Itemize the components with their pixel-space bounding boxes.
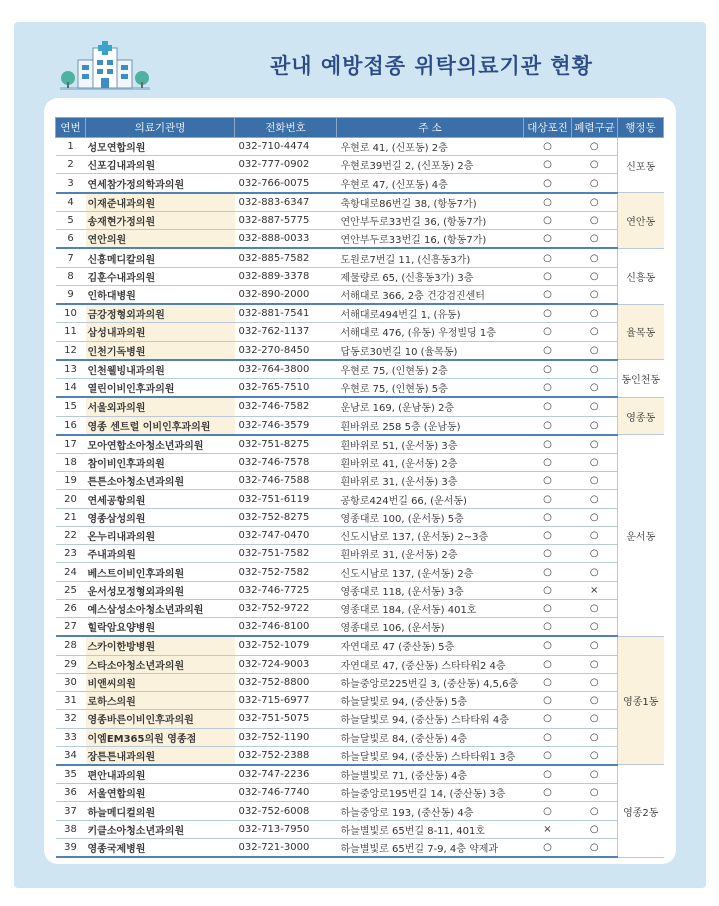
row-number: 23	[56, 545, 86, 563]
clinic-name: 하늘메디컬의원	[86, 802, 235, 820]
pneumococcal-mark: ○	[572, 508, 618, 526]
row-number: 4	[56, 193, 86, 212]
clinic-name: 서울외과의원	[86, 397, 235, 416]
row-number: 19	[56, 472, 86, 490]
shingles-mark: ○	[524, 618, 572, 637]
pneumococcal-mark: ○	[572, 673, 618, 691]
shingles-mark: ○	[524, 746, 572, 765]
row-number: 8	[56, 267, 86, 285]
address: 흰바위로 31, (운서동) 3층	[337, 472, 524, 490]
table-row	[56, 360, 664, 379]
clinic-name: 영종 센트럴 이비인후과의원	[86, 416, 235, 435]
table-body	[56, 138, 664, 858]
shingles-mark: ○	[524, 174, 572, 193]
shingles-mark: ○	[524, 784, 572, 802]
address: 도원로7번길 11, (신흥동3가)	[337, 248, 524, 267]
row-number: 31	[56, 692, 86, 710]
shingles-mark: ○	[524, 838, 572, 857]
col-header-no: 연번	[56, 118, 86, 138]
shingles-mark: ○	[524, 765, 572, 784]
phone-number: 032-777-0902	[235, 156, 337, 174]
pneumococcal-mark: ○	[572, 304, 618, 323]
shingles-mark: ○	[524, 156, 572, 174]
address: 운남로 169, (운남동) 2층	[337, 397, 524, 416]
row-number: 26	[56, 599, 86, 617]
row-number: 39	[56, 838, 86, 857]
row-number: 33	[56, 728, 86, 746]
clinic-name: 열린이비인후과의원	[86, 379, 235, 398]
shingles-mark: ○	[524, 285, 572, 304]
pneumococcal-mark: ○	[572, 323, 618, 341]
district-cell: 신포동	[618, 138, 664, 193]
pneumococcal-mark: ○	[572, 692, 618, 710]
address: 하늘별빛로 65번길 7-9, 4층 약제과	[337, 838, 524, 857]
phone-number: 032-881-7541	[235, 304, 337, 323]
address: 하늘별빛로 65번길 8-11, 401호	[337, 820, 524, 838]
pneumococcal-mark: ○	[572, 526, 618, 544]
row-number: 27	[56, 618, 86, 637]
phone-number: 032-724-9003	[235, 655, 337, 673]
phone-number: 032-713-7950	[235, 820, 337, 838]
pneumococcal-mark: ○	[572, 710, 618, 728]
phone-number: 032-752-6008	[235, 802, 337, 820]
address: 신도시남로 137, (운서동) 2~3층	[337, 526, 524, 544]
address: 자연대로 47, (중산동) 스타타워2 4층	[337, 655, 524, 673]
phone-number: 032-752-2388	[235, 746, 337, 765]
table-row	[56, 248, 664, 267]
row-number: 18	[56, 453, 86, 471]
row-number: 38	[56, 820, 86, 838]
address: 연안부두로33번길 16, (항동7가)	[337, 230, 524, 249]
phone-number: 032-746-7582	[235, 397, 337, 416]
shingles-mark: ○	[524, 416, 572, 435]
table-row	[56, 193, 664, 212]
clinic-name: 삼성내과의원	[86, 323, 235, 341]
shingles-mark: ○	[524, 545, 572, 563]
address: 영종대로 106, (운서동)	[337, 618, 524, 637]
row-number: 34	[56, 746, 86, 765]
table-row	[56, 416, 664, 435]
row-number: 1	[56, 138, 86, 156]
address: 우현로 75, (인현동) 2층	[337, 360, 524, 379]
pneumococcal-mark: ○	[572, 156, 618, 174]
clinic-name: 연안의원	[86, 230, 235, 249]
row-number: 10	[56, 304, 86, 323]
district-cell: 연안동	[618, 193, 664, 249]
col-header-tel: 전화번호	[235, 118, 337, 138]
address: 우현로39번길 2, (신포동) 2층	[337, 156, 524, 174]
pneumococcal-mark: ○	[572, 802, 618, 820]
table-row	[56, 304, 664, 323]
address: 서해대로 476, (유동) 우정빌딩 1층	[337, 323, 524, 341]
address: 하늘달빛로 84, (중산동) 4층	[337, 728, 524, 746]
shingles-mark: ○	[524, 397, 572, 416]
pneumococcal-mark: ○	[572, 285, 618, 304]
district-cell: 신흥동	[618, 248, 664, 304]
shingles-mark: ○	[524, 323, 572, 341]
table-row	[56, 230, 664, 249]
row-number: 32	[56, 710, 86, 728]
pneumococcal-mark: ○	[572, 211, 618, 229]
pneumococcal-mark: ○	[572, 545, 618, 563]
district-cell: 동인천동	[618, 360, 664, 397]
clinic-name: 예스삼성소아청소년과의원	[86, 599, 235, 617]
row-number: 12	[56, 341, 86, 360]
clinic-table	[55, 117, 664, 858]
col-header-addr: 주 소	[337, 118, 524, 138]
row-number: 17	[56, 435, 86, 454]
table-row	[56, 174, 664, 193]
address: 흰바위로 41, (운서동) 2층	[337, 453, 524, 471]
shingles-mark: ○	[524, 526, 572, 544]
table-row	[56, 765, 664, 784]
shingles-mark: ○	[524, 710, 572, 728]
row-number: 15	[56, 397, 86, 416]
district-cell: 영종1동	[618, 636, 664, 765]
pneumococcal-mark: ○	[572, 360, 618, 379]
table-row	[56, 710, 664, 728]
address: 답동로30번길 10 (율목동)	[337, 341, 524, 360]
address: 하늘중앙로225번길 3, (중산동) 4,5,6층	[337, 673, 524, 691]
address: 흰바위로 258 5층 (운남동)	[337, 416, 524, 435]
address: 제물량로 65, (신흥동3가) 3층	[337, 267, 524, 285]
pneumococcal-mark: ○	[572, 784, 618, 802]
row-number: 28	[56, 636, 86, 655]
pneumococcal-mark: ○	[572, 397, 618, 416]
table-row	[56, 508, 664, 526]
phone-number: 032-752-1079	[235, 636, 337, 655]
clinic-name: 금강정형외과의원	[86, 304, 235, 323]
pneumococcal-mark: ○	[572, 230, 618, 249]
address: 축항대로86번길 38, (항동7가)	[337, 193, 524, 212]
table-row	[56, 784, 664, 802]
phone-number: 032-721-3000	[235, 838, 337, 857]
clinic-name: 장튼튼내과의원	[86, 746, 235, 765]
phone-number: 032-883-6347	[235, 193, 337, 212]
clinic-name: 연세공항의원	[86, 490, 235, 508]
table-row	[56, 599, 664, 617]
phone-number: 032-746-7740	[235, 784, 337, 802]
shingles-mark: ○	[524, 379, 572, 398]
table-row	[56, 397, 664, 416]
phone-number: 032-746-7725	[235, 581, 337, 599]
row-number: 11	[56, 323, 86, 341]
clinic-name: 주내과의원	[86, 545, 235, 563]
table-row	[56, 746, 664, 765]
row-number: 22	[56, 526, 86, 544]
row-number: 14	[56, 379, 86, 398]
pneumococcal-mark: ○	[572, 765, 618, 784]
pneumococcal-mark: ○	[572, 248, 618, 267]
col-header-name: 의료기관명	[86, 118, 235, 138]
table-row	[56, 728, 664, 746]
pneumococcal-mark: ○	[572, 618, 618, 637]
phone-number: 032-890-2000	[235, 285, 337, 304]
table-row	[56, 655, 664, 673]
clinic-name: 신포김내과의원	[86, 156, 235, 174]
hospital-building-icon	[60, 38, 150, 90]
clinic-name: 김훈수내과의원	[86, 267, 235, 285]
row-number: 36	[56, 784, 86, 802]
shingles-mark: ○	[524, 563, 572, 581]
pneumococcal-mark: ○	[572, 416, 618, 435]
district-cell: 율목동	[618, 304, 664, 360]
pneumococcal-mark: ○	[572, 435, 618, 454]
clinic-name: 모아연합소아청소년과의원	[86, 435, 235, 454]
table-row	[56, 838, 664, 857]
shingles-mark: ○	[524, 508, 572, 526]
address: 우현로 75, (인현동) 5층	[337, 379, 524, 398]
phone-number: 032-746-7588	[235, 472, 337, 490]
table-row	[56, 490, 664, 508]
table-row	[56, 545, 664, 563]
address: 영종대로 184, (운서동) 401호	[337, 599, 524, 617]
address: 서해대로494번길 1, (유동)	[337, 304, 524, 323]
phone-number: 032-752-9722	[235, 599, 337, 617]
phone-number: 032-765-7510	[235, 379, 337, 398]
address: 하늘중앙로 193, (중산동) 4층	[337, 802, 524, 820]
phone-number: 032-888-0033	[235, 230, 337, 249]
phone-number: 032-746-7578	[235, 453, 337, 471]
clinic-name: 인천기독병원	[86, 341, 235, 360]
phone-number: 032-752-8275	[235, 508, 337, 526]
table-row	[56, 820, 664, 838]
table-row	[56, 379, 664, 398]
phone-number: 032-270-8450	[235, 341, 337, 360]
address: 영종대로 118, (운서동) 3층	[337, 581, 524, 599]
clinic-name: 성모연합의원	[86, 138, 235, 156]
clinic-name: 편안내과의원	[86, 765, 235, 784]
phone-number: 032-746-8100	[235, 618, 337, 637]
clinic-name: 송재현가정의원	[86, 211, 235, 229]
pneumococcal-mark: ○	[572, 341, 618, 360]
clinic-name: 키클소아청소년과의원	[86, 820, 235, 838]
pneumococcal-mark: ○	[572, 174, 618, 193]
table-row	[56, 453, 664, 471]
clinic-name: 이재준내과의원	[86, 193, 235, 212]
phone-number: 032-752-8800	[235, 673, 337, 691]
address: 하늘달빛로 94, (중산동) 스타타워 4층	[337, 710, 524, 728]
district-cell: 영종동	[618, 397, 664, 434]
clinic-name: 인천웰빙내과의원	[86, 360, 235, 379]
phone-number: 032-715-6977	[235, 692, 337, 710]
address: 하늘달빛로 94, (중산동) 5층	[337, 692, 524, 710]
shingles-mark: ○	[524, 472, 572, 490]
pneumococcal-mark: ○	[572, 728, 618, 746]
pneumococcal-mark: ○	[572, 838, 618, 857]
clinic-name: 신흥메디칼의원	[86, 248, 235, 267]
row-number: 35	[56, 765, 86, 784]
pneumococcal-mark: ○	[572, 138, 618, 156]
clinic-name: 스카이한방병원	[86, 636, 235, 655]
row-number: 13	[56, 360, 86, 379]
clinic-name: 로하스의원	[86, 692, 235, 710]
table-row	[56, 636, 664, 655]
shingles-mark: ○	[524, 341, 572, 360]
table-row	[56, 341, 664, 360]
pneumococcal-mark: ○	[572, 379, 618, 398]
row-number: 24	[56, 563, 86, 581]
shingles-mark: ○	[524, 267, 572, 285]
phone-number: 032-747-2236	[235, 765, 337, 784]
table-row	[56, 581, 664, 599]
address: 하늘중앙로195번길 14, (중산동) 3층	[337, 784, 524, 802]
clinic-name: 인하대병원	[86, 285, 235, 304]
shingles-mark: ○	[524, 692, 572, 710]
clinic-name: 스타소아청소년과의원	[86, 655, 235, 673]
page-title: 관내 예방접종 위탁의료기관 현황	[270, 54, 593, 78]
phone-number: 032-751-5075	[235, 710, 337, 728]
row-number: 3	[56, 174, 86, 193]
row-number: 30	[56, 673, 86, 691]
row-number: 2	[56, 156, 86, 174]
phone-number: 032-751-7582	[235, 545, 337, 563]
row-number: 21	[56, 508, 86, 526]
clinic-name: 이엠EM365의원 영종점	[86, 728, 235, 746]
row-number: 29	[56, 655, 86, 673]
address: 연안부두로33번길 36, (항동7가)	[337, 211, 524, 229]
pneumococcal-mark: ○	[572, 636, 618, 655]
clinic-name: 베스트이비인후과의원	[86, 563, 235, 581]
clinic-name: 운서성모정형외과의원	[86, 581, 235, 599]
phone-number: 032-766-0075	[235, 174, 337, 193]
phone-number: 032-887-5775	[235, 211, 337, 229]
shingles-mark: ○	[524, 230, 572, 249]
shingles-mark: ○	[524, 211, 572, 229]
phone-number: 032-746-3579	[235, 416, 337, 435]
address: 영종대로 100, (운서동) 5층	[337, 508, 524, 526]
shingles-mark: ×	[524, 820, 572, 838]
address: 공항로424번길 66, (운서동)	[337, 490, 524, 508]
phone-number: 032-889-3378	[235, 267, 337, 285]
clinic-name: 튼튼소아청소년과의원	[86, 472, 235, 490]
table-row	[56, 673, 664, 691]
shingles-mark: ○	[524, 599, 572, 617]
shingles-mark: ○	[524, 435, 572, 454]
shingles-mark: ○	[524, 138, 572, 156]
address: 신도시남로 137, (운서동) 2층	[337, 563, 524, 581]
phone-number: 032-751-8275	[235, 435, 337, 454]
table-row	[56, 526, 664, 544]
table-row	[56, 692, 664, 710]
clinic-name: 비앤씨의원	[86, 673, 235, 691]
phone-number: 032-752-1190	[235, 728, 337, 746]
shingles-mark: ○	[524, 655, 572, 673]
address: 하늘달빛로 94, (중산동) 스타타워1 3층	[337, 746, 524, 765]
table-row	[56, 211, 664, 229]
shingles-mark: ○	[524, 248, 572, 267]
clinic-name: 힐락암요양병원	[86, 618, 235, 637]
pneumococcal-mark: ○	[572, 490, 618, 508]
pneumococcal-mark: ○	[572, 563, 618, 581]
shingles-mark: ○	[524, 490, 572, 508]
phone-number: 032-710-4474	[235, 138, 337, 156]
pneumococcal-mark: ×	[572, 581, 618, 599]
row-number: 9	[56, 285, 86, 304]
clinic-name: 참이비인후과의원	[86, 453, 235, 471]
col-header-shingles: 대상포진	[524, 118, 572, 138]
row-number: 20	[56, 490, 86, 508]
table-row	[56, 618, 664, 637]
row-number: 5	[56, 211, 86, 229]
shingles-mark: ○	[524, 453, 572, 471]
table-row	[56, 563, 664, 581]
shingles-mark: ○	[524, 193, 572, 212]
pneumococcal-mark: ○	[572, 820, 618, 838]
address: 우현로 41, (신포동) 2층	[337, 138, 524, 156]
clinic-name: 영종국제병원	[86, 838, 235, 857]
address: 서해대로 366, 2층 건강검진센터	[337, 285, 524, 304]
address: 흰바위로 31, (운서동) 2층	[337, 545, 524, 563]
pneumococcal-mark: ○	[572, 599, 618, 617]
pneumococcal-mark: ○	[572, 472, 618, 490]
table-row	[56, 156, 664, 174]
table-row	[56, 435, 664, 454]
clinic-name: 영종바른이비인후과의원	[86, 710, 235, 728]
address: 흰바위로 51, (운서동) 3층	[337, 435, 524, 454]
col-header-dong: 행정동	[618, 118, 664, 138]
pneumococcal-mark: ○	[572, 193, 618, 212]
table-header-row	[56, 118, 664, 138]
clinic-name: 서울연합의원	[86, 784, 235, 802]
address: 하늘별빛로 71, (중산동) 4층	[337, 765, 524, 784]
address: 우현로 47, (신포동) 4층	[337, 174, 524, 193]
shingles-mark: ○	[524, 728, 572, 746]
shingles-mark: ○	[524, 673, 572, 691]
phone-number: 032-762-1137	[235, 323, 337, 341]
row-number: 16	[56, 416, 86, 435]
phone-number: 032-885-7582	[235, 248, 337, 267]
shingles-mark: ○	[524, 304, 572, 323]
row-number: 37	[56, 802, 86, 820]
pneumococcal-mark: ○	[572, 655, 618, 673]
address: 자연대로 47 (중산동) 5층	[337, 636, 524, 655]
table-row	[56, 802, 664, 820]
shingles-mark: ○	[524, 636, 572, 655]
pneumococcal-mark: ○	[572, 453, 618, 471]
col-header-pneumococcal: 폐렴구균	[572, 118, 618, 138]
phone-number: 032-752-7582	[235, 563, 337, 581]
row-number: 7	[56, 248, 86, 267]
row-number: 25	[56, 581, 86, 599]
row-number: 6	[56, 230, 86, 249]
phone-number: 032-751-6119	[235, 490, 337, 508]
pneumococcal-mark: ○	[572, 267, 618, 285]
district-cell: 영종2동	[618, 765, 664, 857]
clinic-name: 영종삼성의원	[86, 508, 235, 526]
phone-number: 032-764-3800	[235, 360, 337, 379]
clinic-name: 온누리내과의원	[86, 526, 235, 544]
table-row	[56, 267, 664, 285]
phone-number: 032-747-0470	[235, 526, 337, 544]
shingles-mark: ○	[524, 360, 572, 379]
shingles-mark: ○	[524, 802, 572, 820]
pneumococcal-mark: ○	[572, 746, 618, 765]
district-cell: 운서동	[618, 435, 664, 637]
shingles-mark: ○	[524, 581, 572, 599]
table-row	[56, 472, 664, 490]
clinic-name: 연세참가정의학과의원	[86, 174, 235, 193]
table-row	[56, 138, 664, 156]
table-row	[56, 285, 664, 304]
table-row	[56, 323, 664, 341]
